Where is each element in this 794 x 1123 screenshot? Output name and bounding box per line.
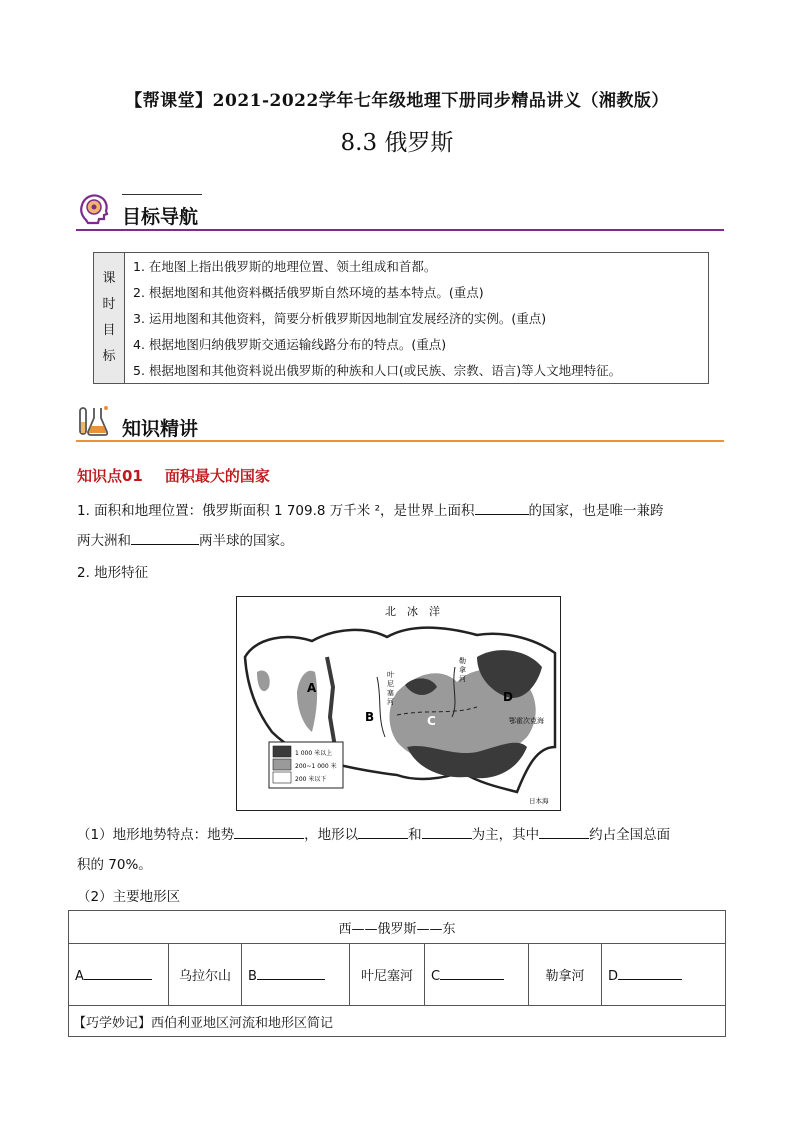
goal-item: 3. 运用地图和其他资料，简要分析俄罗斯因地制宜发展经济的实例。(重点) [125, 305, 709, 331]
ocean-label: 北 冰 洋 [385, 605, 440, 618]
russia-terrain-map [236, 596, 561, 811]
flask-icon [76, 402, 112, 442]
answer-blank[interactable] [475, 500, 529, 515]
section-underline [76, 229, 724, 231]
section-top-line [122, 194, 202, 195]
section-title-goals: 目标导航 [122, 206, 199, 228]
brain-gear-icon [76, 190, 112, 230]
legend-label: 1 000 米以上 [295, 750, 333, 757]
section-title-knowledge: 知识精讲 [122, 418, 199, 440]
goals-table [93, 252, 709, 384]
region-cell-a[interactable]: A [69, 944, 169, 1006]
map-label-d: D [503, 690, 513, 704]
paragraph-terrain-features: （1）地形地势特点：地势 ，地形以 和 为主，其中 约占全国总面 积的 70%。 [77, 820, 727, 880]
river-label: 叶 [387, 671, 394, 679]
region-cell-b[interactable]: B [242, 944, 350, 1006]
answer-blank[interactable] [234, 824, 304, 839]
answer-blank[interactable] [358, 824, 408, 839]
river-label: 河 [387, 698, 394, 706]
answer-blank[interactable] [422, 824, 472, 839]
paragraph-terrain: 2. 地形特征 [77, 565, 149, 581]
region-cell-ural: 乌拉尔山 [169, 944, 242, 1006]
document-header: 【帮课堂】2021-2022学年七年级地理下册同步精品讲义（湘教版） [125, 91, 669, 111]
region-cell-d[interactable]: D [602, 944, 726, 1006]
sea-label: 鄂霍次克海 [509, 717, 544, 725]
answer-blank[interactable] [131, 530, 199, 545]
goal-item: 2. 根据地图和其他资料概括俄罗斯自然环境的基本特点。(重点) [125, 279, 709, 305]
map-label-b: B [365, 710, 375, 724]
river-label: 拿 [459, 666, 466, 674]
legend-swatch-low [273, 772, 291, 783]
region-cell-yenisei: 叶尼塞河 [350, 944, 425, 1006]
regions-header: 西——俄罗斯——东 [69, 911, 726, 944]
river-label: 河 [459, 675, 466, 683]
river-label: 尼 [387, 680, 394, 688]
memory-tip: 【巧学妙记】西伯利亚地区河流和地形区简记 [69, 1006, 726, 1037]
map-label-c: C [427, 714, 436, 728]
paragraph-area-location: 1. 面积和地理位置：俄罗斯面积 1 709.8 万千米 ²，是世界上面积 的国家，也是唯一兼跨 两大洲和 两半球的国家。 [77, 496, 727, 556]
legend-label: 200 米以下 [295, 776, 327, 783]
map-label-a: A [307, 681, 317, 695]
legend-swatch-high [273, 746, 291, 757]
knowledge-point-heading: 知识点01 面积最大的国家 [77, 467, 270, 485]
goals-label: 课 时 目 标 [94, 253, 125, 384]
sea-label: 日本海 [529, 797, 549, 805]
section-underline [76, 440, 724, 442]
answer-blank[interactable] [539, 824, 589, 839]
river-label: 勒 [459, 657, 466, 665]
page-title: 8.3 俄罗斯 [340, 130, 454, 156]
paragraph-regions: （2）主要地形区 [77, 889, 181, 905]
legend-swatch-mid [273, 759, 291, 770]
legend-label: 200~1 000 米 [295, 763, 337, 770]
goal-item: 1. 在地图上指出俄罗斯的地理位置、领土组成和首都。 [125, 253, 709, 280]
regions-table [68, 910, 726, 1037]
goal-item: 5. 根据地图和其他资料说出俄罗斯的种族和人口(或民族、宗教、语言)等人文地理特征。 [125, 357, 709, 384]
goal-item: 4. 根据地图归纳俄罗斯交通运输线路分布的特点。(重点) [125, 331, 709, 357]
region-cell-c[interactable]: C [425, 944, 529, 1006]
region-cell-lena: 勒拿河 [529, 944, 602, 1006]
river-label: 塞 [387, 689, 394, 697]
